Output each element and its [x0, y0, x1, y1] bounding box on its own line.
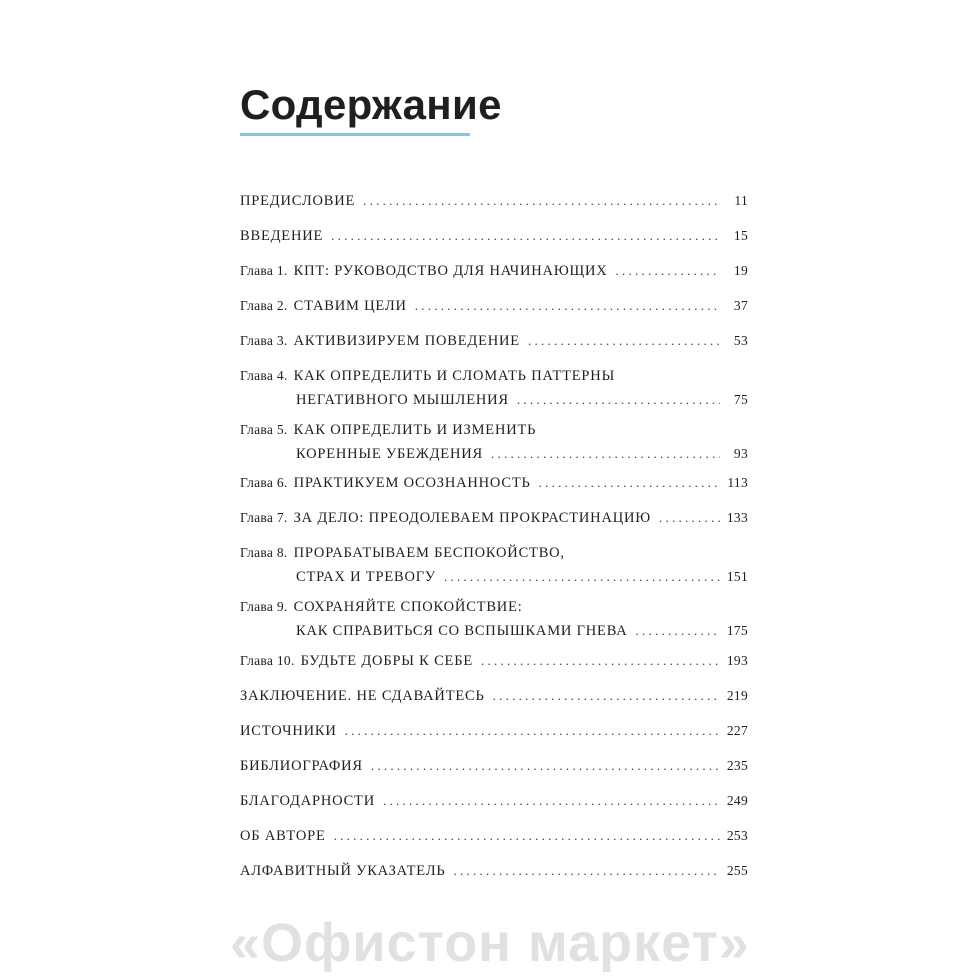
toc-entry-title: ЗА ДЕЛО: ПРЕОДОЛЕВАЕМ ПРОКРАСТИНАЦИЮ	[293, 510, 651, 526]
toc-entry-line	[240, 652, 748, 670]
dot-leader	[517, 391, 720, 408]
toc-page-number: 255	[726, 863, 748, 878]
dot-leader	[334, 827, 720, 844]
toc-entry	[240, 598, 748, 640]
dot-leader	[331, 227, 720, 244]
toc-entry-line	[240, 262, 748, 280]
toc-page-number: 227	[726, 723, 748, 738]
toc-entry-title: АЛФАВИТНЫЙ УКАЗАТЕЛЬ	[240, 863, 446, 879]
toc-chapter-label: Глава 1.	[240, 263, 288, 278]
toc-entry	[240, 367, 748, 409]
dot-leader	[454, 862, 720, 879]
toc-entry-line	[240, 474, 748, 492]
toc-entry-line	[240, 687, 748, 705]
dot-leader	[659, 509, 720, 526]
dot-leader	[371, 757, 720, 774]
dot-leader	[528, 332, 720, 349]
toc-page-number: 235	[726, 758, 748, 773]
toc-entry-title: КАК ОПРЕДЕЛИТЬ И СЛОМАТЬ ПАТТЕРНЫ	[293, 368, 616, 384]
toc-chapter-label: Глава 10.	[240, 653, 295, 668]
toc-entry	[240, 652, 748, 670]
toc-entry-line	[240, 367, 748, 385]
toc-entry-line	[240, 391, 748, 409]
toc-page-number: 219	[726, 688, 748, 703]
toc-page-number: 19	[733, 263, 748, 278]
toc-page-number: 249	[726, 793, 748, 808]
toc-entry-title: БЛАГОДАРНОСТИ	[240, 793, 375, 809]
dot-leader	[539, 474, 720, 491]
toc-entry-title: НЕГАТИВНОГО МЫШЛЕНИЯ	[296, 392, 509, 408]
toc-entry-title: ОБ АВТОРЕ	[240, 828, 326, 844]
toc-entry-title: ПРЕДИСЛОВИЕ	[240, 193, 356, 209]
toc-entry-line	[240, 227, 748, 245]
toc-entry-title: КАК СПРАВИТЬСЯ СО ВСПЫШКАМИ ГНЕВА	[296, 623, 628, 639]
toc-entry	[240, 687, 748, 705]
toc-entry-title: ПРОРАБАТЫВАЕМ БЕСПОКОЙСТВО,	[293, 545, 565, 561]
toc-entry-line	[240, 598, 748, 616]
toc-entry	[240, 827, 748, 845]
dot-leader	[493, 687, 720, 704]
dot-leader	[636, 622, 720, 639]
toc-entry-title: КОРЕННЫЕ УБЕЖДЕНИЯ	[296, 446, 483, 462]
toc-chapter-label: Глава 7.	[240, 510, 288, 525]
dot-leader	[415, 297, 720, 314]
toc-chapter-label: Глава 4.	[240, 368, 288, 383]
toc-entry-title: СТАВИМ ЦЕЛИ	[293, 298, 407, 314]
toc-entry	[240, 474, 748, 492]
dot-leader	[363, 192, 720, 209]
toc-entry-line	[240, 445, 748, 463]
dot-leader	[616, 262, 721, 279]
table-of-contents	[240, 0, 748, 980]
toc-page-number: 15	[733, 228, 748, 243]
toc-entry	[240, 227, 748, 245]
toc-entry-line	[240, 862, 748, 880]
page-title: Содержание	[240, 81, 502, 128]
toc-entry-title: ВВЕДЕНИЕ	[240, 228, 324, 244]
toc-page-number: 175	[726, 623, 748, 638]
toc-entry-line	[240, 192, 748, 210]
toc-entry-line	[240, 827, 748, 845]
toc-entry-line	[240, 332, 748, 350]
toc-page-number: 133	[726, 510, 748, 525]
toc-entry-line	[240, 509, 748, 527]
toc-chapter-label: Глава 9.	[240, 599, 288, 614]
toc-entry-line	[240, 792, 748, 810]
toc-entry-title: БУДЬТЕ ДОБРЫ К СЕБЕ	[300, 653, 473, 669]
toc-page-number: 93	[733, 446, 748, 461]
toc-entry-line	[240, 568, 748, 586]
dot-leader	[383, 792, 720, 809]
toc-entry-title: ПРАКТИКУЕМ ОСОЗНАННОСТЬ	[293, 475, 531, 491]
toc-entry-line	[240, 622, 748, 640]
toc-entry	[240, 862, 748, 880]
toc-page-number: 151	[726, 569, 748, 584]
watermark: «Офистон маркет»	[230, 913, 750, 973]
toc-page-number: 75	[733, 392, 748, 407]
toc-chapter-label: Глава 3.	[240, 333, 288, 348]
toc-entry-title: ИСТОЧНИКИ	[240, 723, 337, 739]
toc-page-number: 37	[733, 298, 748, 313]
toc-entry-line	[240, 544, 748, 562]
toc-entry	[240, 421, 748, 463]
toc-chapter-label: Глава 6.	[240, 475, 288, 490]
dot-leader	[491, 445, 720, 462]
toc-chapter-label: Глава 2.	[240, 298, 288, 313]
toc-entry-title: СОХРАНЯЙТЕ СПОКОЙСТВИЕ:	[293, 599, 523, 615]
toc-page-number: 113	[727, 475, 748, 490]
toc-entry	[240, 192, 748, 210]
dot-leader	[444, 568, 720, 585]
toc-entry-title: СТРАХ И ТРЕВОГУ	[296, 569, 436, 585]
toc-entry-title: КПТ: РУКОВОДСТВО ДЛЯ НАЧИНАЮЩИХ	[293, 263, 608, 279]
toc-entry-line	[240, 722, 748, 740]
toc-entry	[240, 722, 748, 740]
toc-entry	[240, 262, 748, 280]
dot-leader	[481, 652, 720, 669]
toc-chapter-label: Глава 5.	[240, 422, 288, 437]
toc-entry	[240, 544, 748, 586]
toc-entry-title: КАК ОПРЕДЕЛИТЬ И ИЗМЕНИТЬ	[293, 422, 537, 438]
dot-leader	[345, 722, 720, 739]
toc-entry	[240, 297, 748, 315]
toc-chapter-label: Глава 8.	[240, 545, 288, 560]
toc-entry	[240, 757, 748, 775]
toc-entry-line	[240, 297, 748, 315]
toc-page-number: 253	[726, 828, 748, 843]
toc-entry-title: АКТИВИЗИРУЕМ ПОВЕДЕНИЕ	[293, 333, 520, 349]
toc-entry	[240, 792, 748, 810]
toc-entry	[240, 509, 748, 527]
toc-entry-title: ЗАКЛЮЧЕНИЕ. НЕ СДАВАЙТЕСЬ	[240, 688, 485, 704]
toc-entry-title: БИБЛИОГРАФИЯ	[240, 758, 363, 774]
toc-entry	[240, 332, 748, 350]
toc-page-number: 53	[733, 333, 748, 348]
toc-entry-line	[240, 421, 748, 439]
toc-page-number: 11	[734, 193, 748, 208]
toc-entry-line	[240, 757, 748, 775]
toc-page-number: 193	[726, 653, 748, 668]
